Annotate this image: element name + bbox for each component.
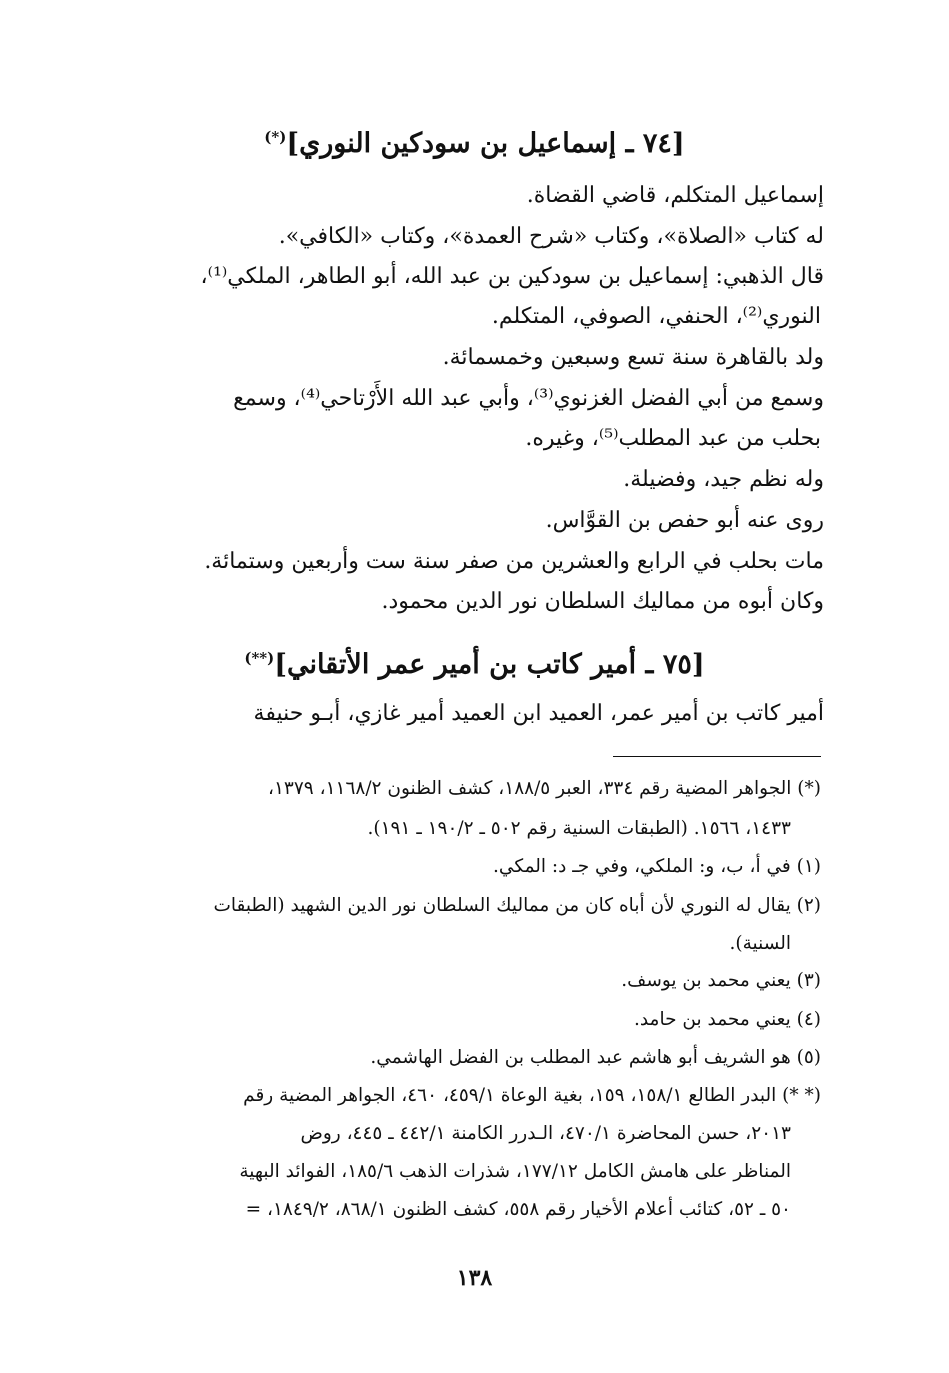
footnote-line: (* *) البدر الطالع ١٥٨/١، ١٥٩، بغية الوعاة ٤٥٩/١، ٤٦٠، الجواهر المضية رقم [243, 1085, 821, 1106]
entry-74-line: وسمع من أبي الفضل الغزنوي⁽³⁾، وأبي عبد الله الأَرْتاحي⁽⁴⁾، وسمع [233, 386, 824, 411]
entry-74-line: وله نظم جيد، وفضيلة. [623, 467, 824, 492]
entry-75-heading [100, 645, 849, 685]
footnote-line: (٢) يقال له النوري لأن أباه كان من مماليك السلطان نور الدين الشهيد (الطبقات [213, 895, 821, 916]
footnote-line: (٥) هو الشريف أبو هاشم عبد المطلب بن الفضل الهاشمي. [370, 1047, 821, 1068]
entry-74-line: إسماعيل المتكلم، قاضي القضاة. [526, 183, 824, 208]
entry-75-line: أمير كاتب بن أمير عمر، العميد ابن العميد أمير غازي، أبـو حنيفة [253, 701, 824, 726]
entry-74-title-mark: (*) [264, 128, 287, 146]
footnote-line: ٥٠ ـ ٥٢، كتائب أعلام الأخيار رقم ٥٥٨، كشف الظنون ٨٦٨/١، ١٨٤٩/٢، = [245, 1199, 791, 1220]
entry-74-line: روى عنه أبو حفص بن القوَّاس. [545, 508, 824, 533]
footnote-line: (٣) يعني محمد بن يوسف. [621, 970, 821, 991]
entry-74-line: النوري⁽²⁾، الحنفي، الصوفي، المتكلم. [491, 304, 821, 329]
footnote-line: ١٤٣٣، ١٥٦٦. (الطبقات السنية رقم ٥٠٢ ـ ١٩٠/٢ ـ ١٩١). [367, 818, 791, 839]
entry-74-line: وكان أبوه من مماليك السلطان نور الدين محمود. [381, 589, 824, 614]
page-number: ١٣٨ [456, 1265, 493, 1291]
footnote-line: المناظر على هامش الكامل ١٧٧/١٢، شذرات الذهب ١٨٥/٦، الفوائد البهية [239, 1161, 791, 1182]
entry-74-line: مات بحلب في الرابع والعشرين من صفر سنة ست وأربعين وستمائة. [204, 549, 824, 574]
footnote-line: السنية). [729, 933, 791, 954]
footnote-separator [613, 756, 821, 757]
footnote-line: (١) في أ، ب، و: الملكي، وفي جـ د: المكي. [493, 856, 821, 877]
entry-74-title: [٧٤ ـ إسماعيل بن سودكين النوري] [286, 128, 685, 159]
footnote-line: (٤) يعني محمد بن حامد. [633, 1009, 821, 1030]
footnote-line: ٢٠١٣، حسن المحاضرة ٤٧٠/١، الـدرر الكامنة ٤٤٢/١ ـ ٤٤٥، روض [300, 1123, 791, 1144]
entry-74-line: ولد بالقاهرة سنة تسع وسبعين وخمسمائة. [442, 345, 824, 370]
entry-74-line: بحلب من عبد المطلب⁽⁵⁾، وغيره. [525, 426, 821, 451]
entry-74-line: قال الذهبي: إسماعيل بن سودكين بن عبد الله، أبو الطاهر، الملكي⁽¹⁾، [200, 264, 824, 289]
entry-75-title-mark: (**) [244, 649, 275, 667]
entry-75-title: [٧٥ ـ أمير كاتب بن أمير عمر الأتقاني] [274, 649, 705, 680]
entry-74-line: له كتاب «الصلاة»، وكتاب «شرح العمدة»، وكتاب «الكافي». [278, 224, 824, 249]
footnote-line: (*) الجواهر المضية رقم ٣٣٤، العبر ١٨٨/٥، كشف الظنون ١١٦٨/٢، ١٣٧٩، [267, 778, 821, 799]
entry-74-heading [100, 124, 849, 164]
